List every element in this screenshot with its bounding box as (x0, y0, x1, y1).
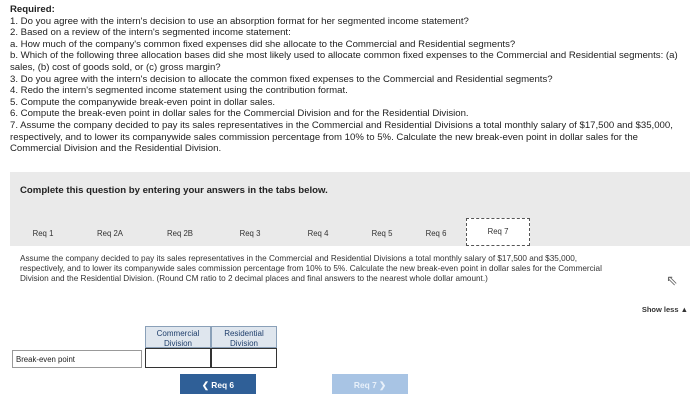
tab-req-2b[interactable]: Req 2B (166, 229, 193, 238)
commercial-break-even-input[interactable] (145, 348, 211, 368)
row-label-break-even: Break-even point (12, 350, 142, 368)
tab-req-2a[interactable]: Req 2A (96, 229, 123, 238)
required-title: Required: (10, 4, 55, 15)
mouse-cursor-icon: ⇖ (666, 272, 678, 288)
next-req-button[interactable]: Req 7 ❯ (332, 374, 408, 394)
req-7-instructions: Assume the company decided to pay its sales representatives in the Commercial and Residential Divisions a total monthly salary of $17,500 and $35,000, respectively, and to lower its companywide sales commission percentage from 10% to 5%. Calculate the new break-even point in dollar sales for the Commercial Division and the Residential Division. (Round CM ratio to 2 decimal places and final answers to the nearest whole dollar amount.) (20, 254, 602, 283)
required-item-5: 5. Compute the companywide break-even point in dollar sales. (10, 96, 276, 108)
residential-break-even-input[interactable] (211, 348, 277, 368)
required-section (10, 4, 690, 155)
tab-bar (10, 218, 690, 246)
tab-req-4[interactable]: Req 4 (307, 229, 329, 238)
tab-req-5[interactable]: Req 5 (371, 229, 393, 238)
required-item-7: 7. Assume the company decided to pay its sales representatives in the Commercial and Residential Divisions a total monthly salary of $17,500 and $35,000, respectively, and to lower its companywide sales commission percentage from 10% to 5%. Calculate the new break-even point in dollar sales for the Commercial Division and the Residential Division. (10, 119, 673, 155)
required-item-6: 6. Compute the break-even point in dollar sales for the Commercial Division and for the Residential Division. (10, 108, 469, 120)
tab-req-6[interactable]: Req 6 (425, 229, 447, 238)
required-item-1: 1. Do you agree with the intern's decision to use an absorption format for her segmented income statement? (10, 15, 469, 27)
required-item-2a: a. How much of the company's common fixed expenses did she allocate to the Commercial and Residential segments? (10, 38, 516, 50)
tab-req-3[interactable]: Req 3 (239, 229, 261, 238)
prev-req-button[interactable]: ❮ Req 6 (180, 374, 256, 394)
required-item-4: 4. Redo the intern's segmented income statement using the contribution format. (10, 85, 348, 97)
col-header-commercial: Commercial Division (145, 326, 211, 348)
required-item-2b: b. Which of the following three allocation bases did she most likely used to allocate common fixed expenses to the Commercial and Residential segments: (a) sales, (b) cost of goods sold, or (c) gross margin? (10, 50, 678, 73)
required-item-2: 2. Based on a review of the intern's segmented income statement: (10, 27, 291, 39)
required-item-3: 3. Do you agree with the intern's decision to allocate the common fixed expenses to the Commercial and Residential segments? (10, 73, 553, 85)
show-less-link[interactable]: Show less ▲ (641, 305, 688, 314)
complete-instructions: Complete this question by entering your answers in the tabs below. (20, 185, 328, 196)
tab-req-1[interactable]: Req 1 (32, 229, 54, 238)
tab-req-7[interactable]: Req 7 (466, 218, 530, 246)
col-header-residential: Residential Division (211, 326, 277, 348)
